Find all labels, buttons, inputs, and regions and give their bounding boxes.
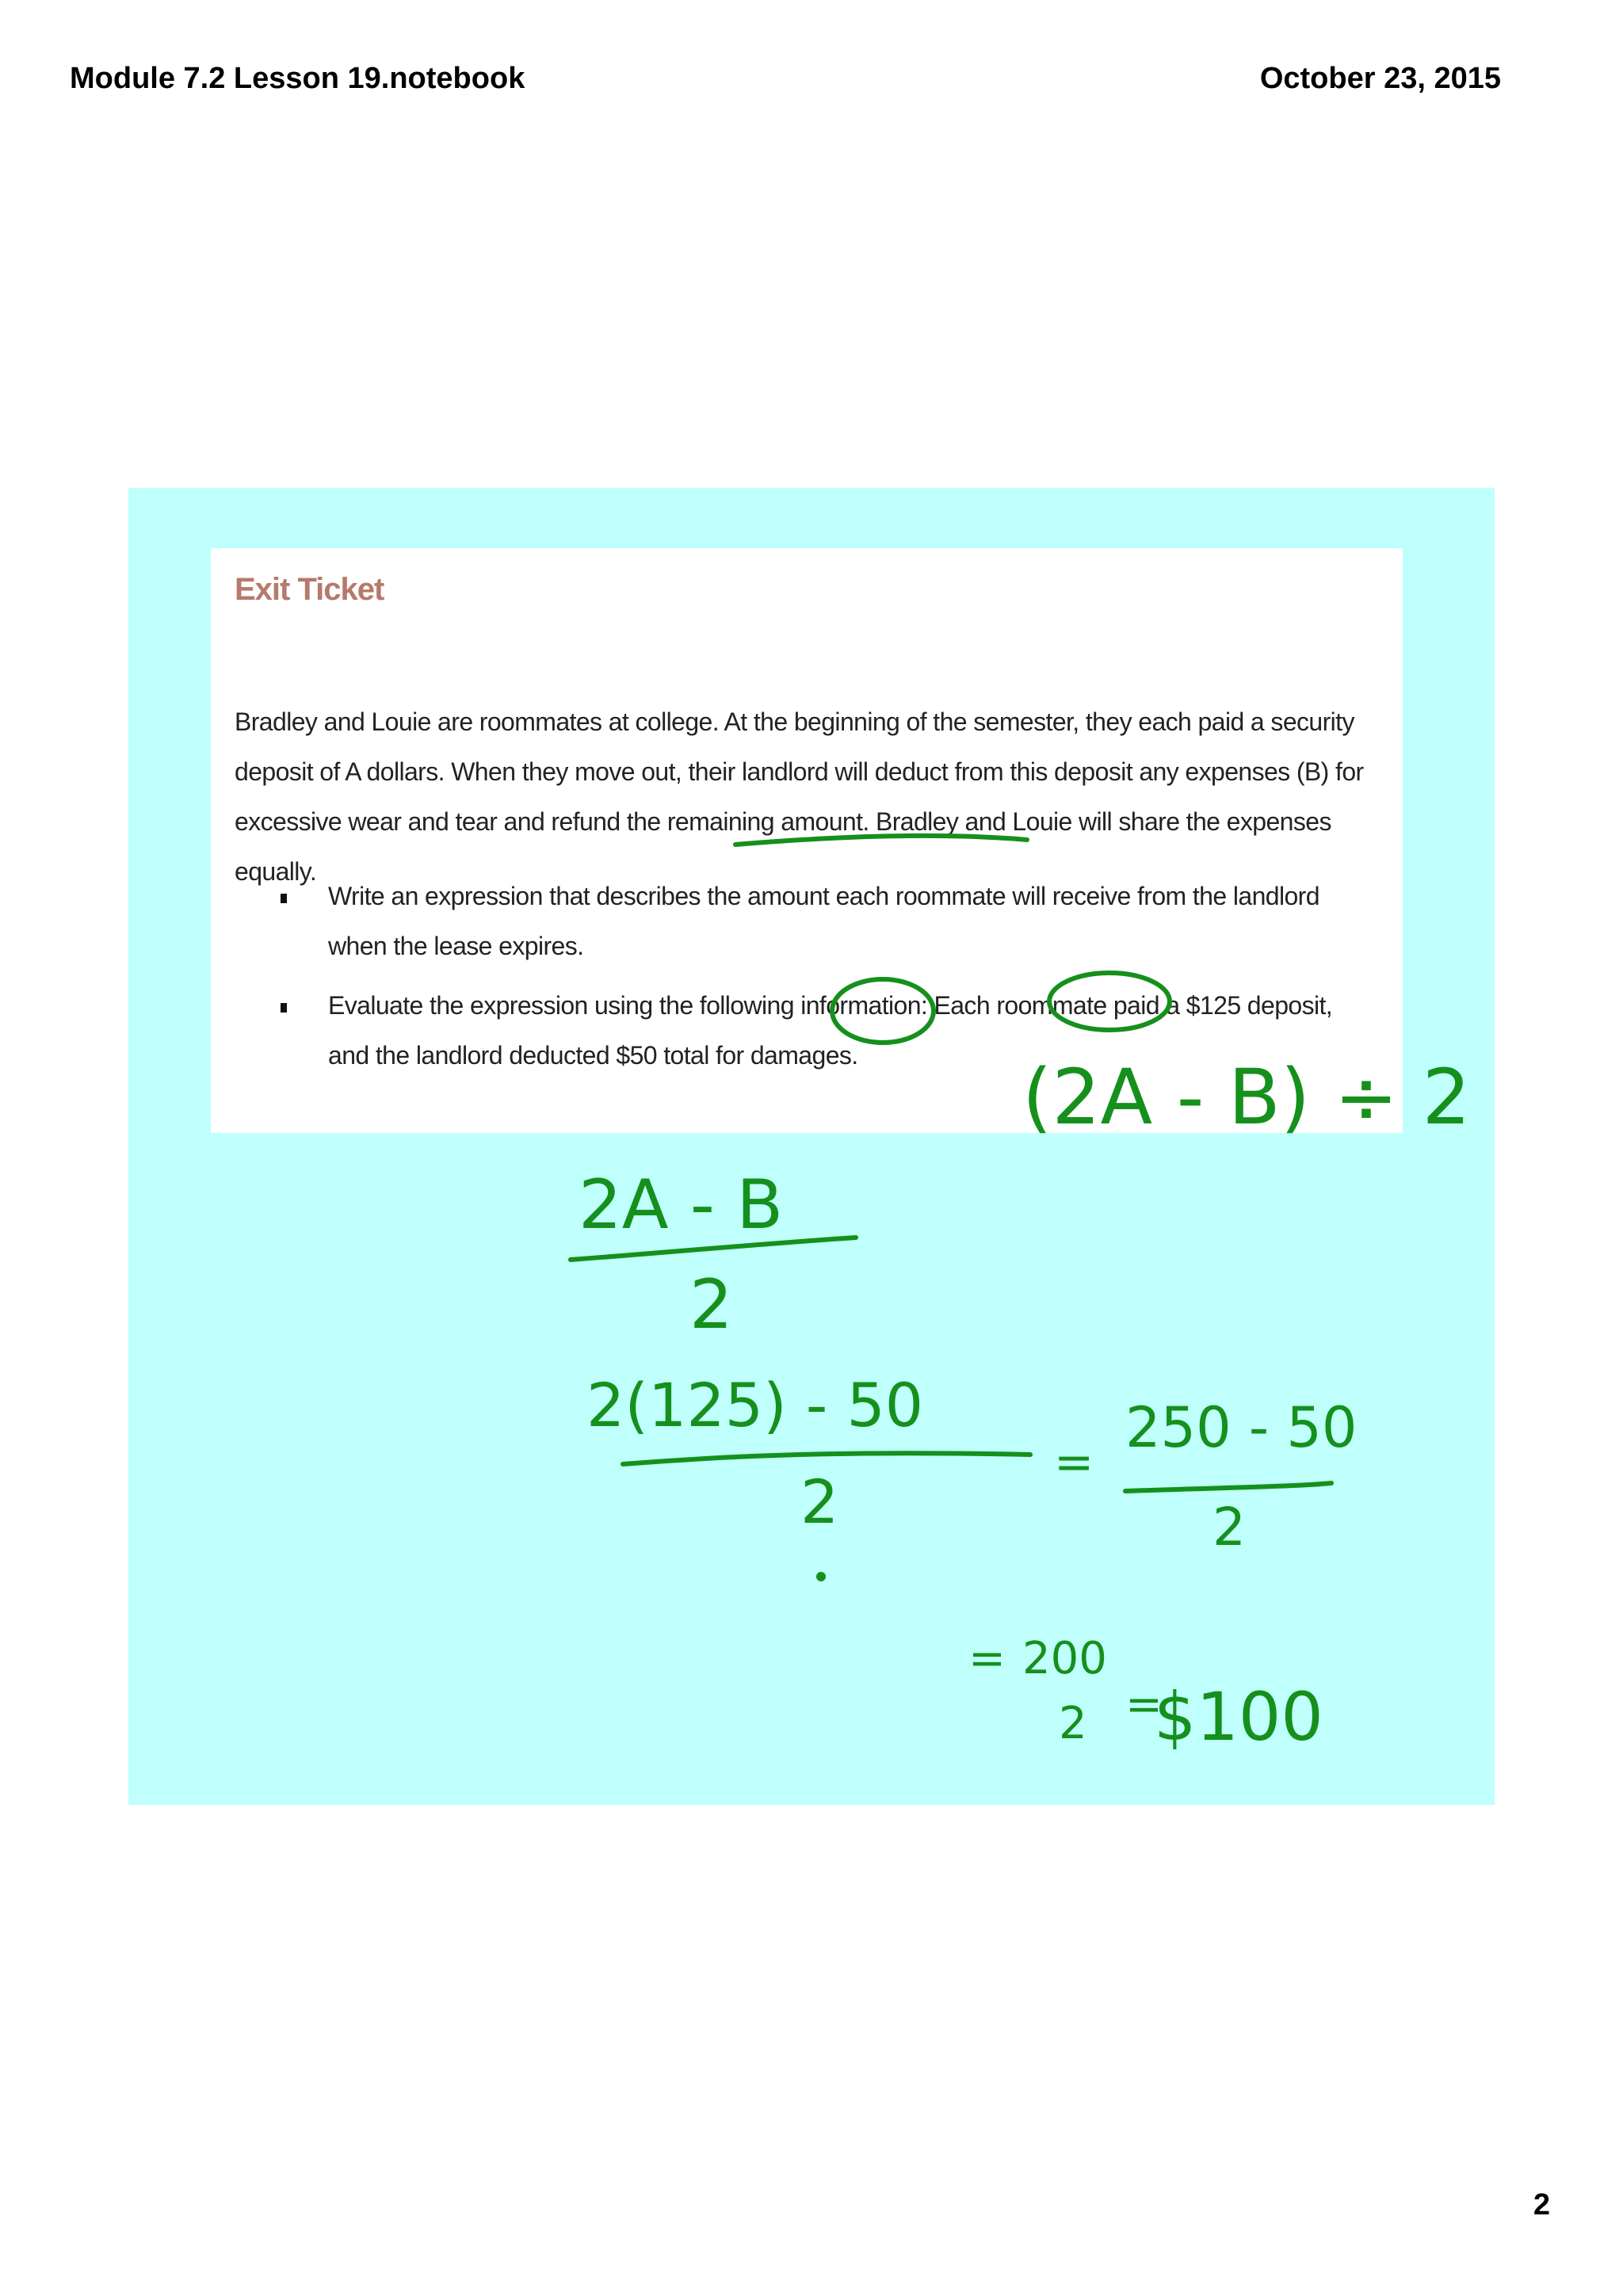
exit-ticket-title: Exit Ticket xyxy=(235,572,384,607)
task-list xyxy=(235,871,1376,1090)
fraction-denominator: 2 xyxy=(689,1265,733,1344)
result-denominator: 2 xyxy=(1059,1698,1087,1749)
final-answer: $100 xyxy=(1154,1678,1323,1756)
division-expression: (2A - B) ÷ 2 xyxy=(1022,1053,1471,1142)
page-date: October 23, 2015 xyxy=(1259,62,1501,95)
notebook-title: Module 7.2 Lesson 19.notebook xyxy=(70,62,525,95)
result-numerator: 200 xyxy=(1022,1633,1107,1684)
task-item xyxy=(235,981,1376,1081)
exit-ticket-card xyxy=(211,548,1403,1133)
task-item xyxy=(235,871,1376,971)
task-text: Evaluate the expression using the following information: Each roommate paid a $125 deposit, and the landlord deducted $50 total for damages. xyxy=(328,991,1333,1070)
bullet-icon xyxy=(281,894,287,903)
equals-sign-3: = xyxy=(1125,1679,1163,1730)
eval-denominator: 2 xyxy=(800,1466,839,1537)
problem-paragraph: Bradley and Louie are roommates at college. At the beginning of the semester, they each paid a security deposit of A dollars. When they move out, their landlord will deduct from this deposit any expenses (B) for excessive wear and tear and refund the remaining amount. Bradley and Louie will share the expenses equally. xyxy=(235,707,1364,886)
page-number: 2 xyxy=(1533,2188,1550,2222)
fraction-numerator: 2A - B xyxy=(579,1165,784,1245)
eval-numerator: 2(125) - 50 xyxy=(586,1370,924,1440)
equals-sign-2: = xyxy=(968,1633,1006,1684)
bullet-icon xyxy=(281,1003,287,1013)
equals-sign-1: = xyxy=(1054,1435,1094,1490)
simplified-denominator: 2 xyxy=(1212,1497,1246,1558)
task-text: Write an expression that describes the amount each roommate will receive from the landlord when the lease expires. xyxy=(328,882,1319,960)
simplified-numerator: 250 - 50 xyxy=(1125,1395,1358,1460)
